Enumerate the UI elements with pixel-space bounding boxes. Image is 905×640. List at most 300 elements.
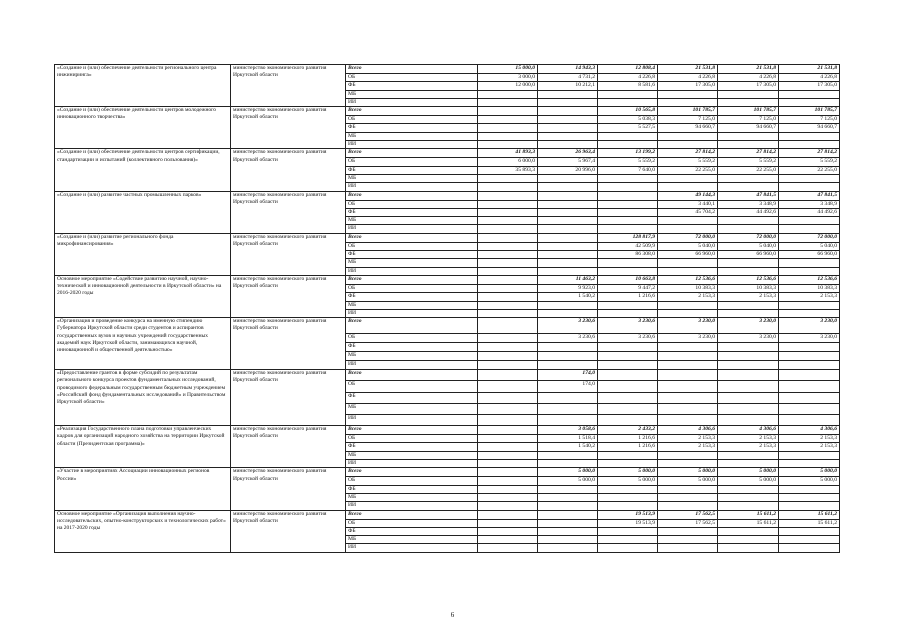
amount-cell (598, 301, 658, 309)
amount-cell: 41 893,3 (478, 149, 538, 158)
amount-cell: 7 125,0 (718, 116, 779, 124)
table-row (55, 65, 840, 74)
amount-cell (478, 98, 538, 106)
funding-source-cell: Всего (346, 191, 478, 200)
amount-cell (779, 352, 840, 361)
amount-cell (779, 485, 840, 493)
amount-cell (598, 544, 658, 552)
amount-cell: 9 447,2 (598, 284, 658, 292)
amount-cell (478, 426, 538, 435)
amount-cell: 5 000,0 (718, 468, 779, 477)
budget-table (54, 64, 840, 553)
amount-cell (478, 267, 538, 275)
amount-cell (598, 141, 658, 149)
activity-name-cell: Основное мероприятие «Организация выполнения научно-исследовательских, опытно-конструкторских и технологических работ» на 2017-2020 годы (55, 510, 231, 552)
amount-cell (478, 132, 538, 140)
amount-cell (598, 90, 658, 98)
amount-cell (478, 217, 538, 225)
amount-cell (779, 259, 840, 267)
amount-cell (538, 90, 598, 98)
amount-cell (478, 443, 538, 451)
funding-source-cell: ФБ (346, 443, 478, 451)
table-row (55, 510, 840, 519)
amount-cell: 15 611,2 (779, 510, 840, 519)
amount-cell (598, 415, 658, 426)
amount-cell (478, 124, 538, 132)
amount-cell: 174,0 (538, 381, 598, 393)
funding-source-cell: ИИ (346, 267, 478, 275)
amount-cell (718, 493, 779, 501)
amount-cell: 3 230,6 (538, 318, 598, 334)
amount-cell: 10 383,3 (718, 284, 779, 292)
amount-cell: 4 226,8 (779, 74, 840, 82)
amount-cell (478, 352, 538, 361)
amount-cell (538, 259, 598, 267)
amount-cell (718, 381, 779, 393)
funding-source-cell: ФБ (346, 82, 478, 90)
amount-cell: 174,0 (538, 370, 598, 381)
amount-cell: 26 963,4 (538, 149, 598, 158)
funding-source-cell: Всего (346, 107, 478, 116)
amount-cell (538, 451, 598, 459)
amount-cell (658, 451, 718, 459)
amount-cell: 17 305,0 (779, 82, 840, 90)
amount-cell: 3 230,0 (658, 334, 718, 343)
amount-cell: 5 559,2 (658, 158, 718, 166)
amount-cell (658, 544, 718, 552)
amount-cell (779, 393, 840, 404)
executor-cell: министерство экономического развития Иркутской области (231, 426, 346, 468)
table-row (55, 107, 840, 116)
amount-cell (598, 174, 658, 182)
amount-cell: 10 383,3 (658, 284, 718, 292)
amount-cell (538, 343, 598, 352)
amount-cell: 94 660,7 (658, 124, 718, 132)
amount-cell (658, 404, 718, 415)
amount-cell (779, 343, 840, 352)
amount-cell: 94 660,7 (779, 124, 840, 132)
amount-cell (718, 393, 779, 404)
amount-cell (779, 404, 840, 415)
amount-cell: 10 565,8 (598, 107, 658, 116)
amount-cell (598, 493, 658, 501)
funding-source-cell: ОБ (346, 334, 478, 343)
amount-cell: 5 000,0 (658, 477, 718, 485)
amount-cell: 15 000,0 (478, 65, 538, 74)
amount-cell (478, 251, 538, 259)
table-row (55, 275, 840, 284)
amount-cell (779, 544, 840, 552)
amount-cell: 5 040,0 (718, 242, 779, 250)
amount-cell (779, 451, 840, 459)
funding-source-cell: Всего (346, 233, 478, 242)
amount-cell: 12 536,6 (779, 275, 840, 284)
amount-cell (658, 309, 718, 317)
executor-cell: министерство экономического развития Иркутской области (231, 107, 346, 149)
amount-cell (718, 352, 779, 361)
amount-cell (779, 301, 840, 309)
amount-cell: 5 000,0 (598, 477, 658, 485)
funding-source-cell: ИИ (346, 309, 478, 317)
amount-cell (779, 460, 840, 468)
amount-cell (598, 98, 658, 106)
amount-cell (779, 381, 840, 393)
table-row (55, 233, 840, 242)
amount-cell: 11 463,2 (538, 275, 598, 284)
amount-cell: 2 153,3 (718, 443, 779, 451)
amount-cell (718, 451, 779, 459)
funding-source-cell: Всего (346, 426, 478, 435)
amount-cell (658, 415, 718, 426)
amount-cell (478, 393, 538, 404)
amount-cell: 5 000,0 (718, 477, 779, 485)
executor-cell: министерство экономического развития Иркутской области (231, 275, 346, 317)
amount-cell (718, 301, 779, 309)
amount-cell: 94 660,7 (718, 124, 779, 132)
amount-cell (538, 107, 598, 116)
amount-cell (538, 544, 598, 552)
executor-cell: министерство экономического развития Иркутской области (231, 318, 346, 370)
funding-source-cell: ИИ (346, 502, 478, 510)
funding-source-cell: ОБ (346, 435, 478, 443)
amount-cell: 5 000,0 (538, 477, 598, 485)
amount-cell (538, 183, 598, 191)
amount-cell (538, 242, 598, 250)
amount-cell: 3 230,0 (779, 318, 840, 334)
amount-cell (718, 267, 779, 275)
amount-cell (658, 217, 718, 225)
amount-cell (779, 174, 840, 182)
amount-cell: 27 814,2 (718, 149, 779, 158)
amount-cell: 44 492,6 (779, 208, 840, 216)
amount-cell (718, 309, 779, 317)
amount-cell: 6 000,0 (478, 158, 538, 166)
amount-cell (658, 485, 718, 493)
amount-cell: 2 153,3 (658, 435, 718, 443)
funding-source-cell: ИИ (346, 544, 478, 552)
amount-cell (538, 267, 598, 275)
funding-source-cell: МБ (346, 90, 478, 98)
amount-cell: 2 153,3 (779, 443, 840, 451)
executor-cell: министерство экономического развития Иркутской области (231, 510, 346, 552)
executor-cell: министерство экономического развития Иркутской области (231, 370, 346, 426)
amount-cell: 22 255,0 (718, 166, 779, 174)
amount-cell (718, 90, 779, 98)
amount-cell: 47 841,5 (779, 191, 840, 200)
table-row (55, 468, 840, 477)
amount-cell: 7 640,0 (598, 166, 658, 174)
amount-cell (779, 493, 840, 501)
amount-cell (718, 544, 779, 552)
amount-cell (718, 527, 779, 535)
amount-cell: 1 216,6 (598, 293, 658, 301)
amount-cell (658, 174, 718, 182)
executor-cell: министерство экономического развития Иркутской области (231, 149, 346, 191)
amount-cell (718, 502, 779, 510)
funding-source-cell: МБ (346, 132, 478, 140)
amount-cell: 42 509,9 (598, 242, 658, 250)
amount-cell: 5 000,0 (779, 477, 840, 485)
amount-cell (658, 536, 718, 544)
amount-cell: 5 000,0 (658, 468, 718, 477)
funding-source-cell: ИИ (346, 361, 478, 370)
amount-cell (718, 415, 779, 426)
amount-cell (598, 451, 658, 459)
amount-cell: 1 540,2 (538, 293, 598, 301)
amount-cell (779, 502, 840, 510)
amount-cell (538, 502, 598, 510)
amount-cell: 2 153,3 (658, 293, 718, 301)
amount-cell (779, 225, 840, 233)
amount-cell (478, 485, 538, 493)
amount-cell: 3 000,0 (478, 74, 538, 82)
amount-cell (478, 293, 538, 301)
amount-cell (598, 132, 658, 140)
funding-source-cell: ИИ (346, 460, 478, 468)
amount-cell (478, 361, 538, 370)
amount-cell (538, 217, 598, 225)
amount-cell (658, 259, 718, 267)
amount-cell: 21 531,8 (658, 65, 718, 74)
amount-cell (478, 451, 538, 459)
funding-source-cell: ФБ (346, 166, 478, 174)
amount-cell (658, 132, 718, 140)
amount-cell: 12 536,6 (658, 275, 718, 284)
amount-cell: 20 996,0 (538, 166, 598, 174)
amount-cell: 10 212,1 (538, 82, 598, 90)
amount-cell (478, 174, 538, 182)
amount-cell (478, 468, 538, 477)
amount-cell: 66 960,0 (779, 251, 840, 259)
amount-cell: 2 153,3 (718, 293, 779, 301)
amount-cell: 15 611,2 (718, 510, 779, 519)
funding-source-cell: МБ (346, 352, 478, 361)
funding-source-cell: МБ (346, 536, 478, 544)
funding-source-cell: ОБ (346, 242, 478, 250)
amount-cell (718, 361, 779, 370)
amount-cell (779, 361, 840, 370)
amount-cell: 101 785,7 (658, 107, 718, 116)
amount-cell: 4 306,6 (718, 426, 779, 435)
amount-cell: 4 226,8 (598, 74, 658, 82)
amount-cell: 4 306,6 (658, 426, 718, 435)
amount-cell (779, 98, 840, 106)
amount-cell: 14 943,3 (538, 65, 598, 74)
amount-cell: 2 153,3 (658, 443, 718, 451)
amount-cell: 22 255,0 (779, 166, 840, 174)
funding-source-cell: Всего (346, 510, 478, 519)
funding-source-cell: ФБ (346, 208, 478, 216)
funding-source-cell: Всего (346, 468, 478, 477)
amount-cell (598, 309, 658, 317)
table-row (55, 426, 840, 435)
amount-cell (538, 174, 598, 182)
funding-source-cell: ИИ (346, 141, 478, 149)
amount-cell (718, 132, 779, 140)
amount-cell: 19 513,9 (598, 519, 658, 527)
amount-cell: 5 040,0 (658, 242, 718, 250)
amount-cell: 1 540,2 (538, 443, 598, 451)
funding-source-cell: ФБ (346, 293, 478, 301)
amount-cell (478, 460, 538, 468)
amount-cell (538, 116, 598, 124)
executor-cell: министерство экономического развития Иркутской области (231, 468, 346, 510)
amount-cell (538, 124, 598, 132)
amount-cell: 3 058,6 (538, 426, 598, 435)
amount-cell (478, 415, 538, 426)
amount-cell: 3 230,0 (718, 334, 779, 343)
amount-cell (779, 267, 840, 275)
activity-name-cell: «Создание и (или) развитие частных промышленных парков» (55, 191, 231, 233)
amount-cell (658, 267, 718, 275)
amount-cell: 15 611,2 (779, 519, 840, 527)
funding-source-cell: Всего (346, 318, 478, 334)
amount-cell: 15 611,2 (718, 519, 779, 527)
amount-cell: 72 000,0 (658, 233, 718, 242)
amount-cell: 5 040,0 (779, 242, 840, 250)
amount-cell: 5 559,2 (779, 158, 840, 166)
amount-cell (658, 393, 718, 404)
funding-source-cell: МБ (346, 174, 478, 182)
amount-cell (598, 460, 658, 468)
amount-cell (779, 90, 840, 98)
funding-source-cell: Всего (346, 149, 478, 158)
amount-cell (538, 132, 598, 140)
amount-cell (598, 217, 658, 225)
amount-cell: 47 841,5 (718, 191, 779, 200)
amount-cell: 5 038,3 (598, 116, 658, 124)
amount-cell: 8 581,6 (598, 82, 658, 90)
amount-cell: 44 492,6 (718, 208, 779, 216)
page-number: 6 (450, 611, 455, 619)
amount-cell (478, 90, 538, 98)
amount-cell (478, 233, 538, 242)
funding-source-cell: МБ (346, 404, 478, 415)
funding-source-cell: МБ (346, 451, 478, 459)
funding-source-cell: ИИ (346, 225, 478, 233)
funding-source-cell: ФБ (346, 485, 478, 493)
amount-cell: 4 306,6 (779, 426, 840, 435)
amount-cell: 4 226,8 (658, 74, 718, 82)
activity-name-cell: «Создание и (или) обеспечение деятельности регионального центра инжиниринга» (55, 65, 231, 107)
amount-cell (779, 141, 840, 149)
funding-source-cell: ОБ (346, 284, 478, 292)
amount-cell (538, 485, 598, 493)
amount-cell (598, 485, 658, 493)
amount-cell (658, 370, 718, 381)
amount-cell (658, 460, 718, 468)
amount-cell (478, 183, 538, 191)
funding-source-cell: ОБ (346, 74, 478, 82)
amount-cell: 4 731,2 (538, 74, 598, 82)
amount-cell: 3 440,1 (658, 200, 718, 208)
amount-cell (718, 98, 779, 106)
amount-cell (478, 309, 538, 317)
amount-cell: 17 305,0 (718, 82, 779, 90)
amount-cell (598, 536, 658, 544)
amount-cell (779, 217, 840, 225)
amount-cell (538, 393, 598, 404)
amount-cell (538, 141, 598, 149)
amount-cell: 1 216,6 (598, 443, 658, 451)
amount-cell: 22 255,0 (658, 166, 718, 174)
amount-cell: 5 559,2 (718, 158, 779, 166)
amount-cell (658, 502, 718, 510)
amount-cell (598, 381, 658, 393)
funding-source-cell: Всего (346, 275, 478, 284)
amount-cell (478, 284, 538, 292)
amount-cell (478, 510, 538, 519)
amount-cell (478, 200, 538, 208)
amount-cell (598, 361, 658, 370)
amount-cell (478, 502, 538, 510)
funding-source-cell: ИИ (346, 98, 478, 106)
amount-cell (538, 191, 598, 200)
amount-cell (658, 343, 718, 352)
amount-cell (478, 536, 538, 544)
amount-cell (598, 404, 658, 415)
table-row (55, 370, 840, 381)
amount-cell (478, 141, 538, 149)
funding-source-cell: ФБ (346, 251, 478, 259)
amount-cell: 12 808,4 (598, 65, 658, 74)
funding-source-cell: МБ (346, 301, 478, 309)
activity-name-cell: «Участие в мероприятиях Ассоциации инновационных регионов России» (55, 468, 231, 510)
amount-cell: 9 923,0 (538, 284, 598, 292)
amount-cell (538, 527, 598, 535)
amount-cell: 3 348,9 (779, 200, 840, 208)
amount-cell: 2 433,2 (598, 426, 658, 435)
amount-cell (598, 352, 658, 361)
amount-cell (538, 536, 598, 544)
funding-source-cell: ОБ (346, 381, 478, 393)
amount-cell (538, 493, 598, 501)
amount-cell (538, 309, 598, 317)
table-row (55, 191, 840, 200)
amount-cell: 101 785,7 (718, 107, 779, 116)
amount-cell (598, 259, 658, 267)
amount-cell (478, 404, 538, 415)
amount-cell: 21 531,8 (779, 65, 840, 74)
amount-cell (658, 183, 718, 191)
amount-cell (598, 183, 658, 191)
amount-cell (658, 301, 718, 309)
amount-cell (478, 259, 538, 267)
amount-cell (478, 519, 538, 527)
amount-cell: 3 230,6 (598, 318, 658, 334)
amount-cell: 35 893,3 (478, 166, 538, 174)
amount-cell (779, 132, 840, 140)
funding-source-cell: ОБ (346, 116, 478, 124)
amount-cell (658, 225, 718, 233)
amount-cell (598, 208, 658, 216)
amount-cell: 21 531,8 (718, 65, 779, 74)
funding-source-cell: ФБ (346, 343, 478, 352)
amount-cell (538, 208, 598, 216)
funding-source-cell: МБ (346, 259, 478, 267)
amount-cell: 17 305,0 (658, 82, 718, 90)
amount-cell: 101 785,7 (779, 107, 840, 116)
table-row (55, 149, 840, 158)
funding-source-cell: ОБ (346, 519, 478, 527)
amount-cell (538, 98, 598, 106)
amount-cell (718, 404, 779, 415)
funding-source-cell: Всего (346, 370, 478, 381)
executor-cell: министерство экономического развития Иркутской области (231, 65, 346, 107)
amount-cell: 5 527,5 (598, 124, 658, 132)
amount-cell: 12 536,6 (718, 275, 779, 284)
amount-cell (779, 370, 840, 381)
